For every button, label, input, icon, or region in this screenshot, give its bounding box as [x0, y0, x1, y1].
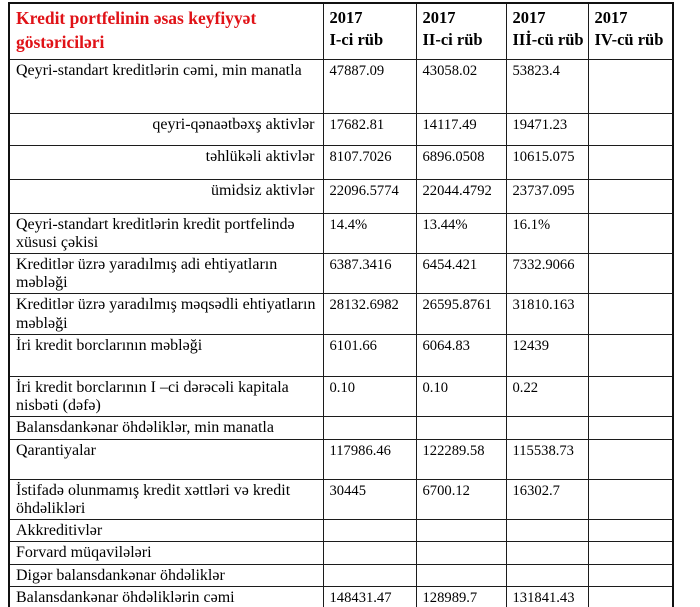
cell-value-q1: [323, 417, 416, 439]
cell-value-q4: [588, 294, 673, 334]
year-label: 2017: [594, 8, 628, 27]
table-row: [9, 294, 673, 334]
column-header-q3: [506, 3, 588, 59]
cell-value-q4: [588, 479, 673, 519]
cell-value-q1: [323, 520, 416, 542]
table-row: [9, 417, 673, 439]
row-label: Qeyri-standart kreditlərin cəmi, min manatla: [9, 59, 323, 113]
cell-value-q2: 6064.83: [416, 334, 506, 376]
cell-value-q2: 122289.58: [416, 439, 506, 479]
row-label: Balansdankənar öhdəliklərin cəmi: [9, 586, 323, 607]
row-sublabel: təhlükəli aktivlər: [9, 145, 323, 179]
cell-value-q2: [416, 542, 506, 564]
cell-value-q2: 43058.02: [416, 59, 506, 113]
cell-value-q4: [588, 113, 673, 145]
year-label: 2017: [422, 8, 456, 27]
cell-value-q1: 6101.66: [323, 334, 416, 376]
table-row: [9, 439, 673, 479]
row-label: Forvard müqavilələri: [9, 542, 323, 564]
cell-value-q1: 6387.3416: [323, 253, 416, 293]
quarter-label: IIİ-cü rüb: [512, 30, 584, 50]
cell-value-q3: 19471.23: [506, 113, 588, 145]
cell-value-q3: 31810.163: [506, 294, 588, 334]
cell-value-q1: 14.4%: [323, 213, 416, 253]
row-label: İri kredit borclarının I –ci dərəcəli kapitala nisbəti (dəfə): [9, 376, 323, 416]
cell-value-q4: [588, 417, 673, 439]
cell-value-q3: 53823.4: [506, 59, 588, 113]
cell-value-q3: 7332.9066: [506, 253, 588, 293]
row-label: İstifadə olunmamış kredit xəttləri və kredit öhdəlikləri: [9, 479, 323, 519]
cell-value-q1: 22096.5774: [323, 179, 416, 213]
table-row: [9, 586, 673, 607]
cell-value-q4: [588, 145, 673, 179]
row-label: İri kredit borclarının məbləği: [9, 334, 323, 376]
table-row: [9, 376, 673, 416]
column-header-q2: [416, 3, 506, 59]
cell-value-q2: 22044.4792: [416, 179, 506, 213]
cell-value-q1: 148431.47: [323, 586, 416, 607]
cell-value-q3: 16302.7: [506, 479, 588, 519]
cell-value-q1: [323, 564, 416, 586]
table-row: [9, 213, 673, 253]
table-row: [9, 145, 673, 179]
cell-value-q4: [588, 586, 673, 607]
column-header-q4: [588, 3, 673, 59]
year-label: 2017: [512, 8, 546, 27]
cell-value-q4: [588, 59, 673, 113]
column-header-q1: [323, 3, 416, 59]
cell-value-q2: 6454.421: [416, 253, 506, 293]
cell-value-q1: 30445: [323, 479, 416, 519]
row-label: Kreditlər üzrə yaradılmış məqsədli ehtiyatların məbləği: [9, 294, 323, 334]
cell-value-q3: [506, 520, 588, 542]
cell-value-q2: [416, 417, 506, 439]
cell-value-q2: 26595.8761: [416, 294, 506, 334]
cell-value-q1: 28132.6982: [323, 294, 416, 334]
cell-value-q3: 10615.075: [506, 145, 588, 179]
cell-value-q2: 14117.49: [416, 113, 506, 145]
cell-value-q3: 12439: [506, 334, 588, 376]
cell-value-q3: [506, 542, 588, 564]
cell-value-q2: 6700.12: [416, 479, 506, 519]
year-label: 2017: [329, 8, 363, 27]
row-sublabel: qeyri-qənaətbəxş aktivlər: [9, 113, 323, 145]
table-row: [9, 564, 673, 586]
table-row: [9, 479, 673, 519]
cell-value-q2: 0.10: [416, 376, 506, 416]
cell-value-q3: 16.1%: [506, 213, 588, 253]
cell-value-q2: 13.44%: [416, 213, 506, 253]
cell-value-q3: 131841.43: [506, 586, 588, 607]
table-title: Kredit portfelinin əsas keyfiyyət göstəriciləri: [9, 3, 323, 59]
cell-value-q3: [506, 417, 588, 439]
row-label: Akkreditivlər: [9, 520, 323, 542]
cell-value-q3: 23737.095: [506, 179, 588, 213]
row-label: Balansdankənar öhdəliklər, min manatla: [9, 417, 323, 439]
cell-value-q2: 6896.0508: [416, 145, 506, 179]
table-row: [9, 179, 673, 213]
cell-value-q3: 115538.73: [506, 439, 588, 479]
cell-value-q1: 47887.09: [323, 59, 416, 113]
cell-value-q4: [588, 179, 673, 213]
cell-value-q4: [588, 439, 673, 479]
cell-value-q4: [588, 542, 673, 564]
cell-value-q1: 0.10: [323, 376, 416, 416]
table-body: [9, 59, 673, 607]
cell-value-q2: 128989.7: [416, 586, 506, 607]
row-label: Digər balansdankənar öhdəliklər: [9, 564, 323, 586]
table-row: [9, 113, 673, 145]
cell-value-q1: 117986.46: [323, 439, 416, 479]
row-label: Qarantiyalar: [9, 439, 323, 479]
cell-value-q2: [416, 564, 506, 586]
table-row: [9, 59, 673, 113]
cell-value-q4: [588, 253, 673, 293]
cell-value-q4: [588, 213, 673, 253]
cell-value-q4: [588, 334, 673, 376]
row-sublabel: ümidsiz aktivlər: [9, 179, 323, 213]
table-row: [9, 520, 673, 542]
cell-value-q2: [416, 520, 506, 542]
cell-value-q4: [588, 376, 673, 416]
quarter-label: I-ci rüb: [329, 30, 384, 50]
header-row: [9, 3, 673, 59]
cell-value-q1: 17682.81: [323, 113, 416, 145]
table-row: [9, 334, 673, 376]
cell-value-q4: [588, 564, 673, 586]
row-label: Qeyri-standart kreditlərin kredit portfelində xüsusi çəkisi: [9, 213, 323, 253]
credit-portfolio-quality-table: [8, 2, 674, 607]
table-row: [9, 542, 673, 564]
quarter-label: II-ci rüb: [422, 30, 483, 50]
table-row: [9, 253, 673, 293]
cell-value-q3: [506, 564, 588, 586]
row-label: Kreditlər üzrə yaradılmış adi ehtiyatların məbləği: [9, 253, 323, 293]
cell-value-q1: [323, 542, 416, 564]
quarter-label: IV-cü rüb: [594, 30, 664, 50]
cell-value-q4: [588, 520, 673, 542]
cell-value-q3: 0.22: [506, 376, 588, 416]
cell-value-q1: 8107.7026: [323, 145, 416, 179]
